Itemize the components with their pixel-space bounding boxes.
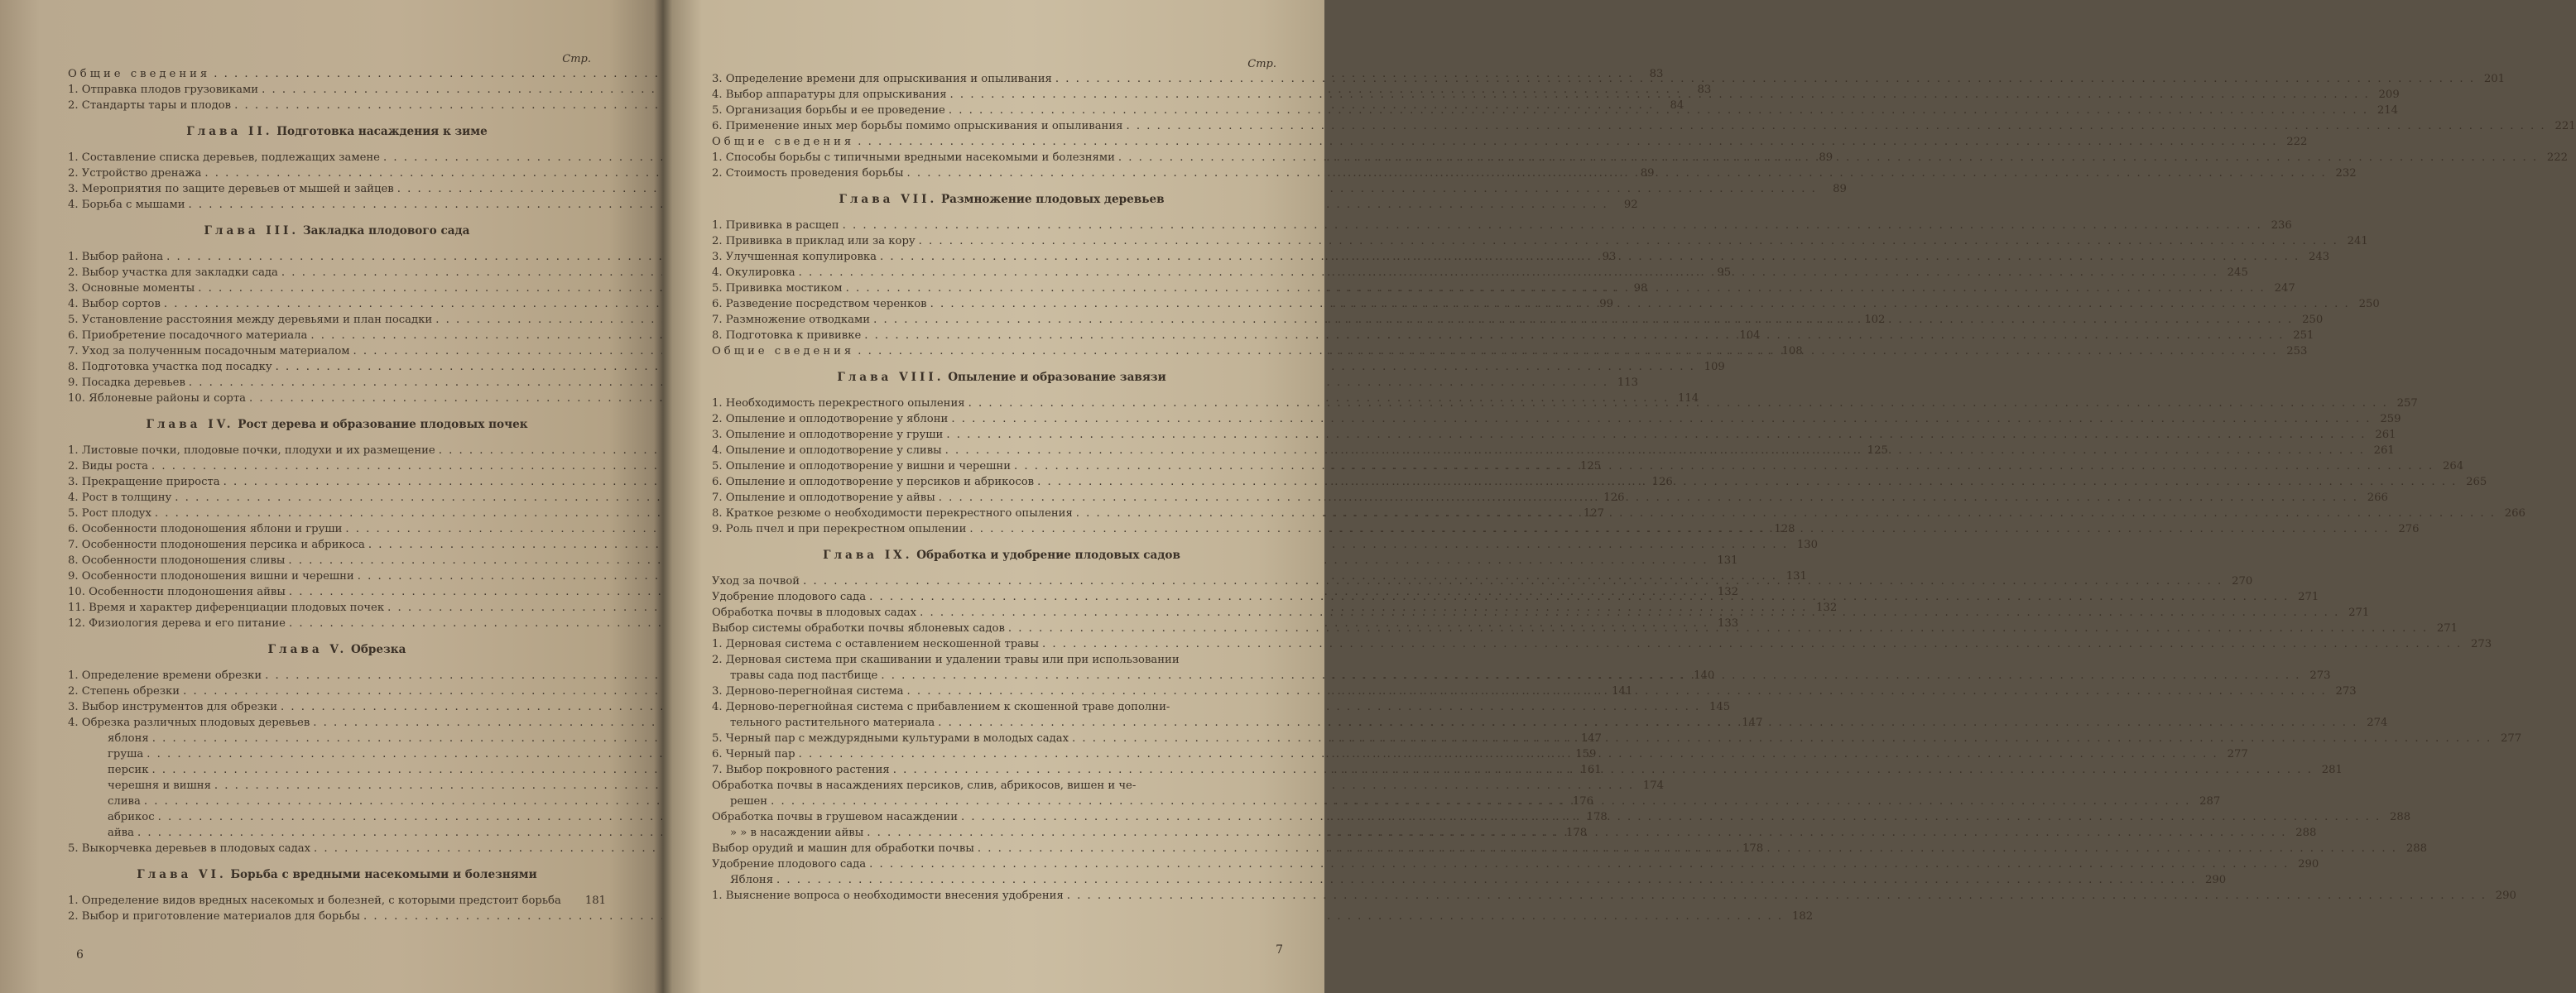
toc-entry-page: 277	[2501, 732, 2522, 745]
toc-entry	[68, 893, 606, 909]
toc-entry-title: 1. Выбор района	[68, 251, 164, 263]
toc-entry-page: 253	[2286, 345, 2308, 357]
toc-entry	[712, 427, 2396, 443]
toc-entry-title: 1. Прививка в расщеп	[712, 219, 839, 232]
toc-entry-title: 6. Особенности плодоношения яблони и груши	[68, 523, 343, 535]
chapter-heading	[68, 856, 606, 893]
chapter-heading	[68, 406, 606, 443]
toc-entry-title: 8. Краткое резюме о необходимости перекрестного опыления	[712, 507, 1073, 520]
leader-dots	[767, 794, 2190, 809]
toc-entry-page: 132	[1717, 586, 1739, 598]
chapter-number: Глава VIII.	[837, 371, 944, 384]
chapter-heading	[68, 631, 606, 668]
toc-entry-page: 270	[2232, 575, 2253, 588]
toc-entry-title: абрикос	[108, 811, 155, 823]
leader-dots	[773, 872, 2196, 888]
toc-entry-title: 6. Приобретение посадочного материала	[68, 329, 308, 342]
toc-entry-title: 6. Применение иных мер борьбы помимо опрыскивания и опыливания	[712, 120, 1123, 132]
leader-dots	[904, 166, 2327, 181]
toc-entry-title: Уход за почвой	[712, 575, 800, 588]
toc-entry-title: 1. Листовые почки, плодовые почки, плодухи и их размещение	[68, 444, 435, 457]
toc-entry-page: 290	[2495, 890, 2516, 902]
chapter-title: Размножение плодовых деревьев	[940, 193, 1165, 206]
leader-dots	[1069, 731, 2492, 746]
toc-entry-page: 104	[1739, 329, 1761, 342]
toc-entry-title: 2. Стандарты тары и плодов	[68, 99, 232, 112]
leader-dots	[916, 605, 2339, 621]
leader-dots	[945, 103, 2368, 118]
toc-entry-title: 3. Дерново-перегнойная система	[712, 685, 904, 698]
toc-entry-page: 178	[1586, 811, 1608, 823]
toc-entry-page: 274	[2367, 717, 2388, 729]
leader-dots	[839, 218, 2262, 233]
toc-entry-title: Обработка почвы в насаждениях персиков, слив, абрикосов, вишен и че-	[712, 780, 1137, 792]
toc-entry-title: 6. Опыление и оплодотворение у персиков и абрикосов	[712, 476, 1035, 488]
toc-entry-page: 126	[1651, 476, 1673, 488]
leader-dots	[935, 490, 2358, 506]
toc-entry-title: слива	[108, 795, 141, 808]
leader-dots	[965, 396, 2388, 411]
toc-entry-title: 5. Опыление и оплодотворение у вишни и черешни	[712, 460, 1011, 473]
toc-entry-page: 257	[2396, 397, 2418, 410]
leader-dots	[1039, 636, 2462, 652]
leader-dots	[800, 573, 2223, 589]
toc-entry-title: 5. Выкорчевка деревьев в плодовых садах	[68, 842, 311, 855]
toc-entry-title: 1. Дерновая система с оставлением нескошенной травы	[712, 638, 1039, 650]
toc-entry-title: 7. Размножение отводками	[712, 314, 871, 326]
toc-entry-page: 83	[1649, 68, 1664, 80]
toc-entry-page: 209	[2378, 89, 2400, 101]
leader-dots	[854, 343, 2277, 359]
toc-entry-page: 266	[2367, 492, 2388, 504]
leader-dots	[1115, 150, 2538, 166]
toc-entry-page: 245	[2227, 266, 2248, 279]
leader-dots	[890, 762, 2313, 778]
toc-entry-title: 5. Прививка мостиком	[712, 282, 843, 295]
chapter-title: Подготовка насаждения к зиме	[276, 125, 488, 138]
toc-entry-title: яблоня	[108, 732, 149, 745]
toc-entry-page: 128	[1774, 523, 1795, 535]
toc-entry-title: 2. Устройство дренажа	[68, 167, 202, 180]
toc-entry-title: персик	[108, 764, 149, 776]
leader-dots	[966, 521, 2389, 537]
toc-entry-page: 288	[2405, 842, 2427, 855]
toc-entry-title: 9. Посадка деревьев	[68, 377, 185, 389]
toc-entry-title: айва	[108, 827, 134, 839]
toc-entry-title: 7. Особенности плодоношения персика и абрикоса	[68, 539, 365, 551]
chapter-number: Глава VII.	[839, 193, 938, 206]
toc-entry-title: 12. Физиология дерева и его питание	[68, 617, 286, 630]
toc-entry-title: 2. Дерновая система при скашивании и удалении травы или при использовании	[712, 654, 1180, 666]
toc-entry	[68, 181, 1847, 197]
toc-entry-page: 83	[1697, 84, 1712, 96]
toc-entry-title: 4. Выбор сортов	[68, 298, 161, 310]
toc-entry-title: 7. Опыление и оплодотворение у айвы	[712, 492, 935, 504]
chapter-title: Опыление и образование завязи	[948, 371, 1166, 384]
toc-entry	[712, 233, 2368, 249]
toc-entry-page: 95	[1717, 266, 1732, 279]
leader-dots	[877, 668, 2300, 684]
toc-entry-title: Яблоня	[730, 874, 774, 886]
chapter-heading	[712, 359, 1291, 396]
toc-entry-title: 8. Подготовка к прививке	[712, 329, 862, 342]
chapter-title: Обработка и удобрение плодовых садов	[916, 549, 1180, 562]
toc-entry-page: 214	[2377, 104, 2399, 117]
toc-entry-title: 4. Окулировка	[712, 266, 795, 279]
toc-entry-title: 2. Опыление и оплодотворение у яблони	[712, 413, 949, 425]
toc-entry-title: Обработка почвы в грушевом насаждении	[712, 811, 959, 823]
toc-entry	[712, 699, 1291, 715]
toc-entry	[712, 652, 1291, 668]
toc-entry-title: 2. Прививка в приклад или за кору	[712, 235, 916, 247]
toc-entry-page: 182	[1791, 910, 1814, 923]
toc-entry-page: 265	[2466, 476, 2487, 488]
toc-entry-title: Общие сведения	[712, 136, 855, 148]
leader-dots	[974, 841, 2397, 856]
leader-dots	[904, 684, 2327, 699]
toc-entry	[712, 134, 2308, 150]
toc-entry-page: 273	[2309, 669, 2331, 682]
toc-entry-title: 8. Подготовка участка под посадку	[68, 361, 272, 373]
leader-dots	[942, 443, 2365, 458]
chapter-number: Глава IX.	[823, 549, 913, 562]
toc-entry-title: 7. Уход за полученным посадочным материалом	[68, 345, 350, 357]
toc-entry	[712, 636, 2492, 652]
toc-entry-page: 174	[1642, 780, 1665, 792]
toc-entry	[712, 888, 2516, 904]
toc-entry-title: 2. Степень обрезки	[68, 685, 180, 698]
page-number-left: 6	[76, 948, 84, 962]
toc-entry-title: Удобрение плодового сада	[712, 858, 867, 871]
toc-entry-page: 290	[2205, 874, 2227, 886]
toc-entry-page: 222	[2286, 136, 2308, 148]
toc-entry-title: 4. Опыление и оплодотворение у сливы	[712, 444, 942, 457]
toc-entry-page: 84	[1670, 99, 1684, 112]
toc-entry-page: 178	[1742, 842, 1764, 855]
toc-entry-title: 1. Необходимость перекрестного опыления	[712, 397, 965, 410]
toc-entry-title: 1. Способы борьбы с типичными вредными насекомыми и болезнями	[712, 151, 1115, 164]
toc-entry-title: 1. Определение времени обрезки	[68, 669, 262, 682]
toc-entry-page: 93	[1602, 251, 1617, 263]
toc-entry	[712, 778, 1291, 794]
toc-entry-title: 10. Особенности плодоношения айвы	[68, 586, 286, 598]
toc-entry-title: 6. Черный пар	[712, 748, 795, 760]
toc-entry-title: 1. Определение видов вредных насекомых и болезней, с которыми предстоит борьба	[68, 895, 561, 907]
chapter-heading	[712, 537, 1291, 573]
toc-entry-page: 271	[2348, 607, 2370, 619]
leader-dots	[948, 411, 2371, 427]
toc-entry-page: 114	[1678, 392, 1699, 405]
toc-entry-title: Общие сведения	[68, 68, 211, 80]
toc-entry-page: 250	[2302, 314, 2324, 326]
toc-entry-page: 232	[2335, 167, 2357, 180]
toc-entry-title: 4. Обрезка различных плодовых деревьев	[68, 717, 310, 729]
toc-entry-title: 3. Мероприятия по защите деревьев от мышей и зайцев	[68, 183, 394, 195]
toc-entry-page: 161	[1580, 764, 1602, 776]
toc-entry-title: травы сада под пастбище	[730, 669, 878, 682]
leader-dots	[935, 715, 2357, 731]
toc-entry-page: 250	[2358, 298, 2380, 310]
page-column-header: Стр.	[562, 53, 591, 65]
toc-entry-title: 3. Улучшенная копулировка	[712, 251, 877, 263]
leader-dots	[795, 265, 2218, 281]
leader-dots	[947, 87, 2370, 103]
chapter-number: Глава II.	[186, 125, 273, 138]
leader-dots	[843, 281, 2266, 296]
leader-dots	[1052, 71, 2475, 87]
toc-entry	[68, 537, 1819, 553]
chapter-number: Глава III.	[204, 224, 300, 237]
toc-entry-page: 176	[1572, 795, 1594, 808]
toc-entry-page: 290	[2298, 858, 2319, 871]
toc-entry-page: 271	[2436, 622, 2458, 635]
toc-entry-page: 247	[2274, 282, 2295, 295]
toc-entry-title: 7. Выбор покровного растения	[712, 764, 890, 776]
toc-entry-page: 264	[2442, 460, 2464, 473]
toc-entry-title: 3. Определение времени для опрыскивания и опыливания	[712, 73, 1052, 85]
chapter-heading	[68, 213, 606, 249]
leader-dots	[927, 296, 2350, 312]
book-gutter	[654, 0, 672, 993]
toc-entry-title: Обработка почвы в плодовых садах	[712, 607, 917, 619]
toc-entry-title: » » в насаждении айвы	[730, 827, 864, 839]
toc-entry-page: 221	[2554, 120, 2576, 132]
toc-entry-page: 147	[1742, 717, 1763, 729]
toc-entry-page: 178	[1565, 827, 1588, 839]
toc-entry-page: 131	[1785, 570, 1807, 583]
toc-entry-page: 130	[1796, 539, 1819, 551]
chapter-title: Закладка плодового сада	[302, 224, 470, 237]
toc-entry-title: 3. Опыление и оплодотворение у груши	[712, 429, 944, 441]
toc-entry-page: 99	[1599, 298, 1614, 310]
toc-entry-title: Удобрение плодового сада	[712, 591, 867, 603]
toc-entry-title: 5. Черный пар с междурядными культурами в молодых садах	[712, 732, 1069, 745]
toc-entry-page: 89	[1833, 183, 1847, 195]
leader-dots	[866, 856, 2289, 872]
toc-entry-title: Выбор системы обработки почвы яблоневых садов	[712, 622, 1005, 635]
toc-entry-page: 141	[1612, 685, 1633, 698]
page-number-right: 7	[1276, 943, 1283, 957]
toc-entry-title: 11. Время и характер диференциации плодовых почек	[68, 602, 385, 614]
toc-entry-title: Выбор орудий и машин для обработки почвы	[712, 842, 974, 855]
chapter-heading	[712, 181, 1291, 218]
leader-dots	[1034, 474, 2457, 490]
toc-entry-page: 273	[2471, 638, 2492, 650]
toc-entry-page: 259	[2380, 413, 2401, 425]
toc-entry-title: решен	[730, 795, 768, 808]
toc-entry-page: 132	[1816, 602, 1838, 614]
toc-entry-title: 3. Прекращение прироста	[68, 476, 220, 488]
toc-entry-title: 4. Дерново-перегнойная система с прибавлением к скошенной траве дополни-	[712, 701, 1170, 713]
toc-entry-title: 10. Яблоневые районы и сорта	[68, 392, 246, 405]
toc-entry-title: 4. Борьба с мышами	[68, 199, 185, 211]
toc-entry-page: 261	[2375, 429, 2396, 441]
toc-entry-page: 271	[2298, 591, 2319, 603]
toc-entry	[712, 118, 2576, 134]
toc-entry-page: 159	[1575, 748, 1597, 760]
toc-entry-page: 126	[1603, 492, 1625, 504]
toc-entry-page: 113	[1617, 377, 1639, 389]
toc-entry-title: 1. Выяснение вопроса о необходимости внесения удобрения	[712, 890, 1064, 902]
toc-entry-title: черешня и вишня	[108, 780, 211, 792]
leader-dots	[1122, 118, 2545, 134]
toc-entry-title: 4. Рост в толщину	[68, 492, 172, 504]
toc-entry-title: 4. Выбор аппаратуры для опрыскивания	[712, 89, 947, 101]
toc-entry-title: 8. Особенности плодоношения сливы	[68, 554, 286, 567]
toc-entry-title: 5. Установление расстояния между деревьями и план посадки	[68, 314, 433, 326]
toc-entry-title: 5. Организация борьбы и ее проведение	[712, 104, 945, 117]
toc-entry	[712, 872, 2227, 888]
toc-entry-page: 140	[1694, 669, 1715, 682]
toc-entry-title: тельного растительного материала	[730, 717, 935, 729]
toc-entry	[712, 856, 2319, 872]
toc-entry-title: 2. Выбор и приготовление материалов для борьбы	[68, 910, 360, 923]
chapter-number: Глава VI.	[137, 868, 227, 881]
toc-entry-page: 181	[584, 895, 606, 907]
toc-entry-page: 145	[1709, 701, 1731, 713]
toc-entry-title: груша	[108, 748, 144, 760]
toc-entry-page: 243	[2309, 251, 2330, 263]
toc-entry-page: 261	[2373, 444, 2395, 457]
toc-entry-page: 281	[2321, 764, 2343, 776]
toc-entry-title: 2. Выбор участка для закладки сада	[68, 266, 278, 279]
toc-entry-page: 102	[1864, 314, 1886, 326]
chapter-title: Рост дерева и образование плодовых почек	[238, 418, 528, 431]
leader-dots	[1064, 888, 2487, 904]
toc-entry-page: 201	[2483, 73, 2506, 85]
toc-entry-page: 236	[2271, 219, 2292, 232]
toc-entry	[712, 411, 2401, 427]
toc-entry-title: 1. Отправка плодов грузовиками	[68, 84, 259, 96]
chapter-title: Борьба с вредными насекомыми и болезнями	[230, 868, 537, 881]
leader-dots	[943, 427, 2366, 443]
toc-entry-page: 125	[1867, 444, 1888, 457]
toc-entry	[68, 359, 1725, 375]
toc-entry-page: 131	[1717, 554, 1738, 567]
toc-entry	[712, 218, 2292, 233]
toc-entry-page: 288	[2295, 827, 2317, 839]
toc-entry-page: 125	[1580, 460, 1602, 473]
toc-entry-title: 3. Основные моменты	[68, 282, 195, 295]
toc-entry-page: 147	[1580, 732, 1602, 745]
toc-entry-title: 2. Стоимость проведения борьбы	[712, 167, 904, 180]
toc-entry-page: 89	[1819, 151, 1833, 164]
toc-entry-page: 287	[2199, 795, 2221, 808]
leader-dots	[1005, 621, 2428, 636]
toc-entry-page: 222	[2546, 151, 2569, 164]
toc-entry-title: 6. Разведение посредством черенков	[712, 298, 927, 310]
toc-entry-page: 133	[1717, 617, 1739, 630]
toc-entry-title: 1. Составление списка деревьев, подлежащих замене	[68, 151, 380, 164]
toc-entry-page: 89	[1640, 167, 1655, 180]
toc-entry-title: 9. Роль пчел и при перекрестном опылении	[712, 523, 967, 535]
chapter-title: Обрезка	[351, 643, 406, 656]
leader-dots	[866, 589, 2289, 605]
toc-entry-page: 288	[2390, 811, 2411, 823]
leader-dots	[861, 328, 2284, 343]
toc-entry-title: 3. Выбор инструментов для обрезки	[68, 701, 277, 713]
toc-entry	[68, 909, 1814, 924]
toc-entry-title: 2. Виды роста	[68, 460, 148, 473]
leader-dots	[1073, 506, 2496, 521]
toc-entry-page: 241	[2347, 235, 2368, 247]
toc-entry-page: 276	[2398, 523, 2420, 535]
chapter-heading	[68, 113, 606, 150]
leader-dots	[870, 312, 2293, 328]
toc-entry-page: 273	[2335, 685, 2357, 698]
chapter-number: Глава IV.	[146, 418, 234, 431]
toc-entry-page: 109	[1704, 361, 1725, 373]
toc-entry-page: 98	[1633, 282, 1648, 295]
toc-entry-title: Общие сведения	[712, 345, 855, 357]
toc-entry-page: 108	[1781, 345, 1803, 357]
toc-entry-title: 5. Рост плодух	[68, 507, 151, 520]
leader-dots	[877, 249, 2300, 265]
toc-entry-page: 266	[2504, 507, 2526, 520]
leader-dots	[854, 134, 2277, 150]
toc-entry-title: 9. Особенности плодоношения вишни и черешни	[68, 570, 354, 583]
toc-entry-page: 92	[1623, 199, 1638, 211]
toc-entry-page: 251	[2293, 329, 2314, 342]
page-column-header: Стр.	[1247, 58, 1276, 70]
chapter-number: Глава V.	[267, 643, 348, 656]
leader-dots	[863, 825, 2286, 841]
toc-entry-page: 277	[2227, 748, 2248, 760]
leader-dots	[916, 233, 2338, 249]
leader-dots	[795, 746, 2218, 762]
toc-entry-page: 127	[1583, 507, 1605, 520]
leader-dots	[1011, 458, 2434, 474]
leader-dots	[958, 809, 2381, 825]
